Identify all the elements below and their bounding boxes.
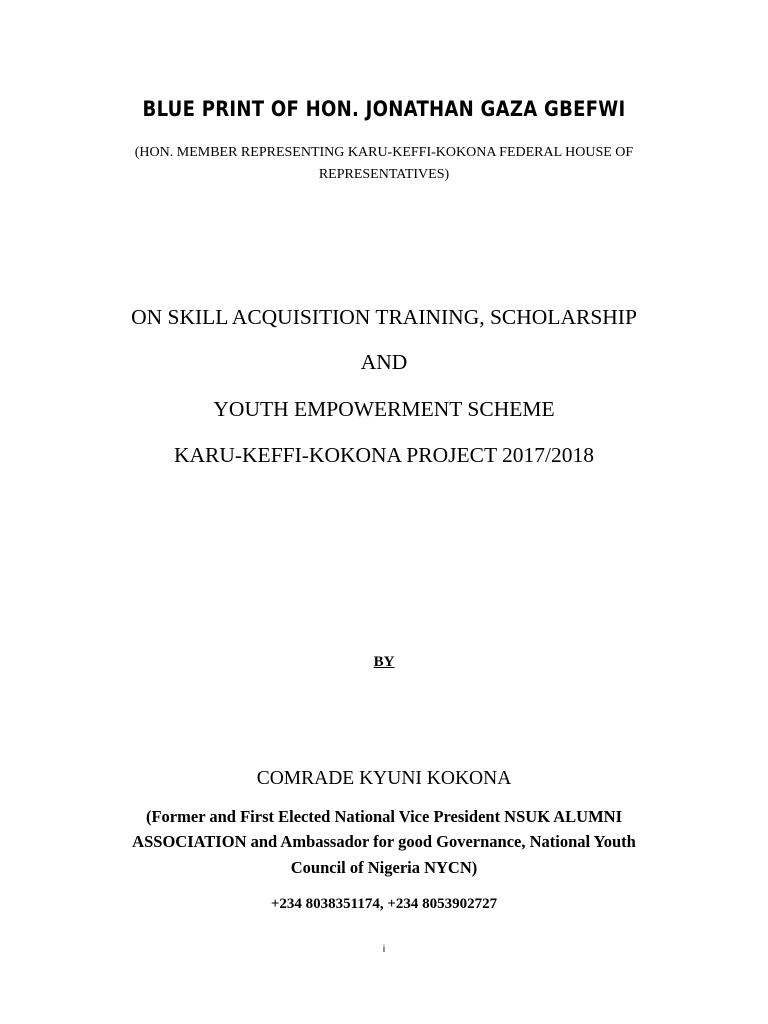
- author-credentials-line-3: Council of Nigeria NYCN): [290, 858, 478, 877]
- subtitle-line-2: REPRESENTATIVES): [318, 167, 450, 182]
- subtitle-line-1: (HON. MEMBER REPRESENTING KARU-KEFFI-KOKONA FEDERAL HOUSE OF: [134, 145, 634, 160]
- heading-line-4: KARU-KEFFI-KOKONA PROJECT 2017/2018: [173, 443, 595, 467]
- heading-line-2: AND: [360, 350, 408, 374]
- by-label: BY: [373, 654, 395, 670]
- phone-numbers: +234 8038351174, +234 8053902727: [270, 896, 498, 912]
- author-name: COMRADE KYUNI KOKONA: [256, 768, 512, 789]
- heading-line-1: ON SKILL ACQUISITION TRAINING, SCHOLARSHIP: [131, 305, 637, 329]
- page-number: i: [382, 944, 386, 955]
- author-credentials-line-1: (Former and First Elected National Vice President NSUK ALUMNI: [145, 807, 622, 826]
- author-credentials-line-2: ASSOCIATION and Ambassador for good Governance, National Youth: [132, 832, 636, 851]
- document-title: BLUE PRINT OF HON. JONATHAN GAZA GBEFWI: [142, 97, 626, 121]
- heading-line-3: YOUTH EMPOWERMENT SCHEME: [213, 397, 555, 421]
